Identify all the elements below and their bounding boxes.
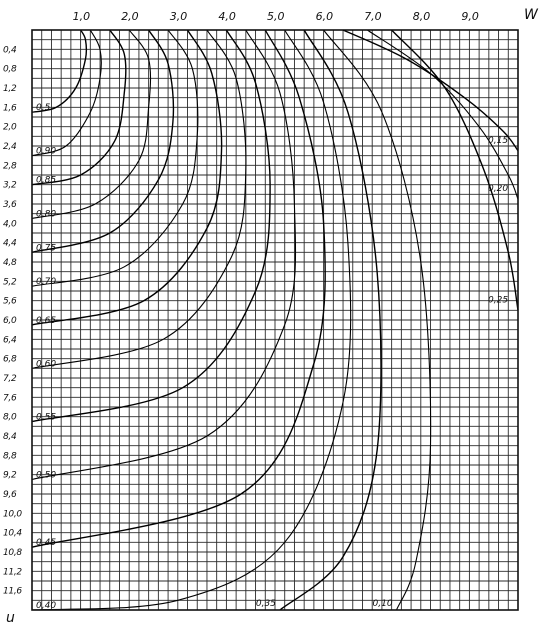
y-tick-label: 8,0 — [3, 412, 17, 423]
y-tick-label: 7,6 — [3, 393, 17, 404]
y-tick-label: 2,4 — [3, 142, 17, 152]
y-tick-label: 10,4 — [3, 528, 22, 539]
curve-label: 0,70 — [36, 277, 57, 288]
curve-label: 0,75 — [36, 243, 57, 254]
y-tick-label: 6,0 — [3, 316, 17, 326]
y-tick-label: 6,8 — [3, 354, 17, 365]
y-axis-label: u — [6, 610, 15, 626]
curve-label: 0,80 — [36, 209, 57, 220]
x-tick-label: 7,0 — [364, 10, 382, 23]
curve-label: 0,50 — [36, 470, 57, 481]
y-tick-label: 1,6 — [3, 103, 17, 114]
y-tick-label: 5,2 — [3, 277, 17, 288]
curve-label: 0,15 — [488, 135, 509, 146]
x-tick-label: 9,0 — [461, 10, 479, 23]
x-tick-label: 8,0 — [412, 10, 431, 23]
x-tick-label: 1,0 — [72, 10, 91, 23]
x-tick-label: 3,0 — [169, 10, 188, 23]
y-tick-label: 11,6 — [3, 586, 22, 597]
y-tick-label: 4,4 — [3, 238, 17, 249]
curve-label: 0,10 — [372, 599, 393, 609]
x-tick-label: 5,0 — [267, 10, 285, 23]
curve-label: 0,35 — [255, 599, 276, 609]
iso-curve — [32, 30, 86, 112]
y-tick-label: 0,4 — [3, 45, 17, 56]
y-tick-label: 9,2 — [3, 470, 17, 481]
y-tick-label: 4,0 — [3, 219, 17, 230]
y-tick-label: 6,4 — [3, 335, 17, 346]
y-tick-label: 2,8 — [3, 161, 17, 172]
y-tick-label: 1,2 — [3, 84, 17, 94]
curve-label: 0,5 — [36, 103, 51, 114]
x-tick-label: 4,0 — [218, 10, 236, 23]
y-tick-label: 3,2 — [3, 180, 17, 191]
y-tick-label: 5,6 — [3, 296, 17, 307]
iso-curve — [392, 30, 518, 310]
curve-label: 0,55 — [36, 412, 57, 423]
curve-label: 0,20 — [488, 184, 509, 195]
grid — [32, 30, 518, 610]
curve-label: 0,65 — [36, 315, 57, 326]
x-tick-label: 2,0 — [121, 10, 139, 23]
curve-label: 0,85 — [36, 175, 57, 186]
y-tick-label: 9,6 — [3, 490, 17, 500]
y-tick-label: 11,2 — [3, 567, 22, 578]
y-tick-label: 0,8 — [3, 64, 17, 75]
y-tick-label: 3,6 — [3, 200, 17, 210]
y-tick-labels — [3, 45, 22, 596]
x-axis-label: W — [524, 7, 538, 23]
curve-label: 0,40 — [36, 601, 57, 611]
curve-label: 0,45 — [36, 538, 57, 549]
iso-curve — [32, 30, 101, 156]
x-tick-labels — [73, 10, 479, 23]
x-tick-label: 6,0 — [315, 10, 334, 23]
curve-label: 0,25 — [488, 295, 509, 306]
y-tick-label: 10,8 — [3, 548, 22, 558]
curve-label: 0,60 — [36, 359, 57, 370]
y-tick-label: 2,0 — [3, 122, 17, 133]
y-tick-label: 7,2 — [3, 374, 17, 384]
curve-label: 0,90 — [36, 146, 57, 157]
y-tick-label: 4,8 — [3, 258, 17, 268]
iso-curve — [367, 30, 518, 199]
y-tick-label: 8,8 — [3, 451, 17, 462]
iso-curve — [32, 30, 151, 219]
y-tick-label: 8,4 — [3, 432, 17, 442]
y-tick-label: 10,0 — [3, 509, 22, 520]
